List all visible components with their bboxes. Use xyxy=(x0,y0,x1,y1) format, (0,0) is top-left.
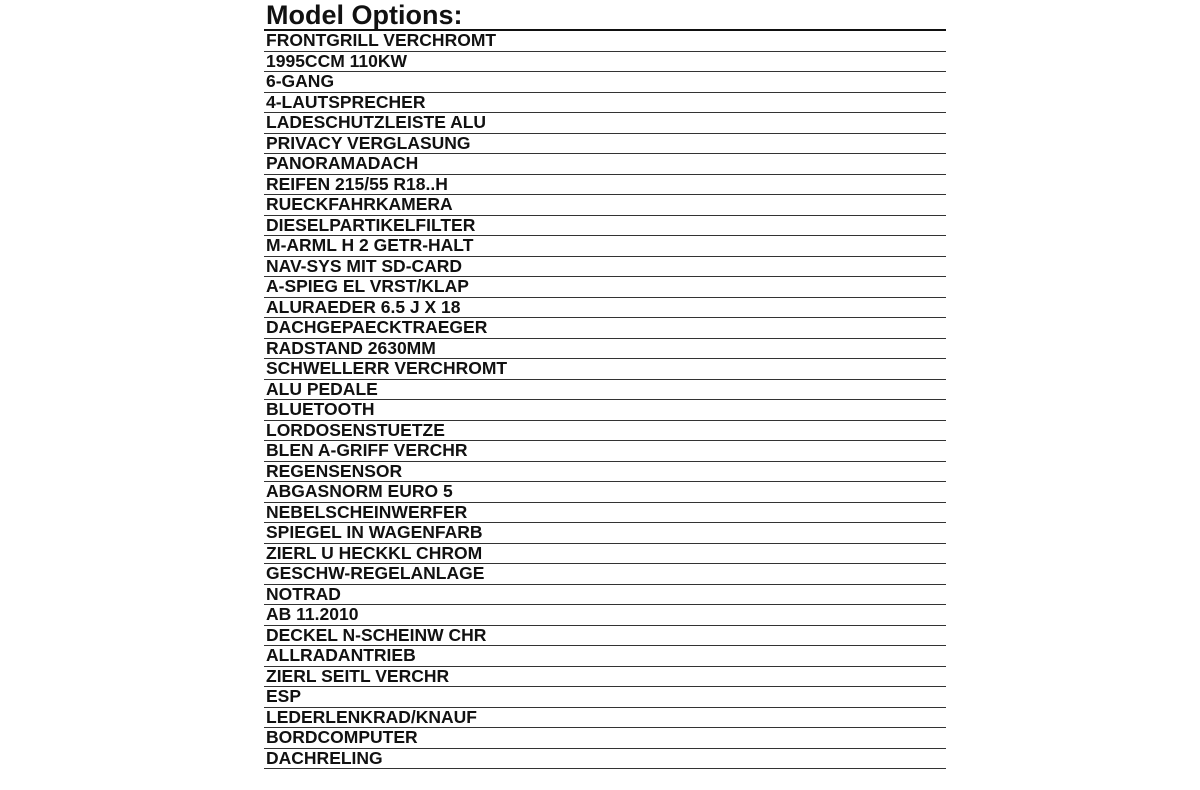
option-item: REIFEN 215/55 R18..H xyxy=(264,175,946,196)
option-item: GESCHW-REGELANLAGE xyxy=(264,564,946,585)
option-item: PRIVACY VERGLASUNG xyxy=(264,134,946,155)
option-item: ZIERL U HECKKL CHROM xyxy=(264,544,946,565)
option-item: ALU PEDALE xyxy=(264,380,946,401)
option-item: BLEN A-GRIFF VERCHR xyxy=(264,441,946,462)
model-options-list xyxy=(264,31,946,769)
option-item: ABGASNORM EURO 5 xyxy=(264,482,946,503)
option-item: RADSTAND 2630MM xyxy=(264,339,946,360)
option-item: AB 11.2010 xyxy=(264,605,946,626)
model-options-title: Model Options: xyxy=(264,0,946,31)
option-item: SPIEGEL IN WAGENFARB xyxy=(264,523,946,544)
option-item: M-ARML H 2 GETR-HALT xyxy=(264,236,946,257)
option-item: SCHWELLERR VERCHROMT xyxy=(264,359,946,380)
option-item: RUECKFAHRKAMERA xyxy=(264,195,946,216)
option-item: LEDERLENKRAD/KNAUF xyxy=(264,708,946,729)
option-item: DECKEL N-SCHEINW CHR xyxy=(264,626,946,647)
option-item: REGENSENSOR xyxy=(264,462,946,483)
option-item: 1995CCM 110KW xyxy=(264,52,946,73)
option-item: DIESELPARTIKELFILTER xyxy=(264,216,946,237)
option-item: LADESCHUTZLEISTE ALU xyxy=(264,113,946,134)
option-item: DACHRELING xyxy=(264,749,946,770)
option-item: BLUETOOTH xyxy=(264,400,946,421)
option-item: A-SPIEG EL VRST/KLAP xyxy=(264,277,946,298)
option-item: ESP xyxy=(264,687,946,708)
option-item: FRONTGRILL VERCHROMT xyxy=(264,31,946,52)
option-item: ZIERL SEITL VERCHR xyxy=(264,667,946,688)
option-item: DACHGEPAECKTRAEGER xyxy=(264,318,946,339)
option-item: NEBELSCHEINWERFER xyxy=(264,503,946,524)
model-options-section xyxy=(264,0,946,769)
option-item: NOTRAD xyxy=(264,585,946,606)
option-item: ALURAEDER 6.5 J X 18 xyxy=(264,298,946,319)
option-item: ALLRADANTRIEB xyxy=(264,646,946,667)
option-item: PANORAMADACH xyxy=(264,154,946,175)
option-item: BORDCOMPUTER xyxy=(264,728,946,749)
option-item: 6-GANG xyxy=(264,72,946,93)
option-item: NAV-SYS MIT SD-CARD xyxy=(264,257,946,278)
option-item: LORDOSENSTUETZE xyxy=(264,421,946,442)
option-item: 4-LAUTSPRECHER xyxy=(264,93,946,114)
